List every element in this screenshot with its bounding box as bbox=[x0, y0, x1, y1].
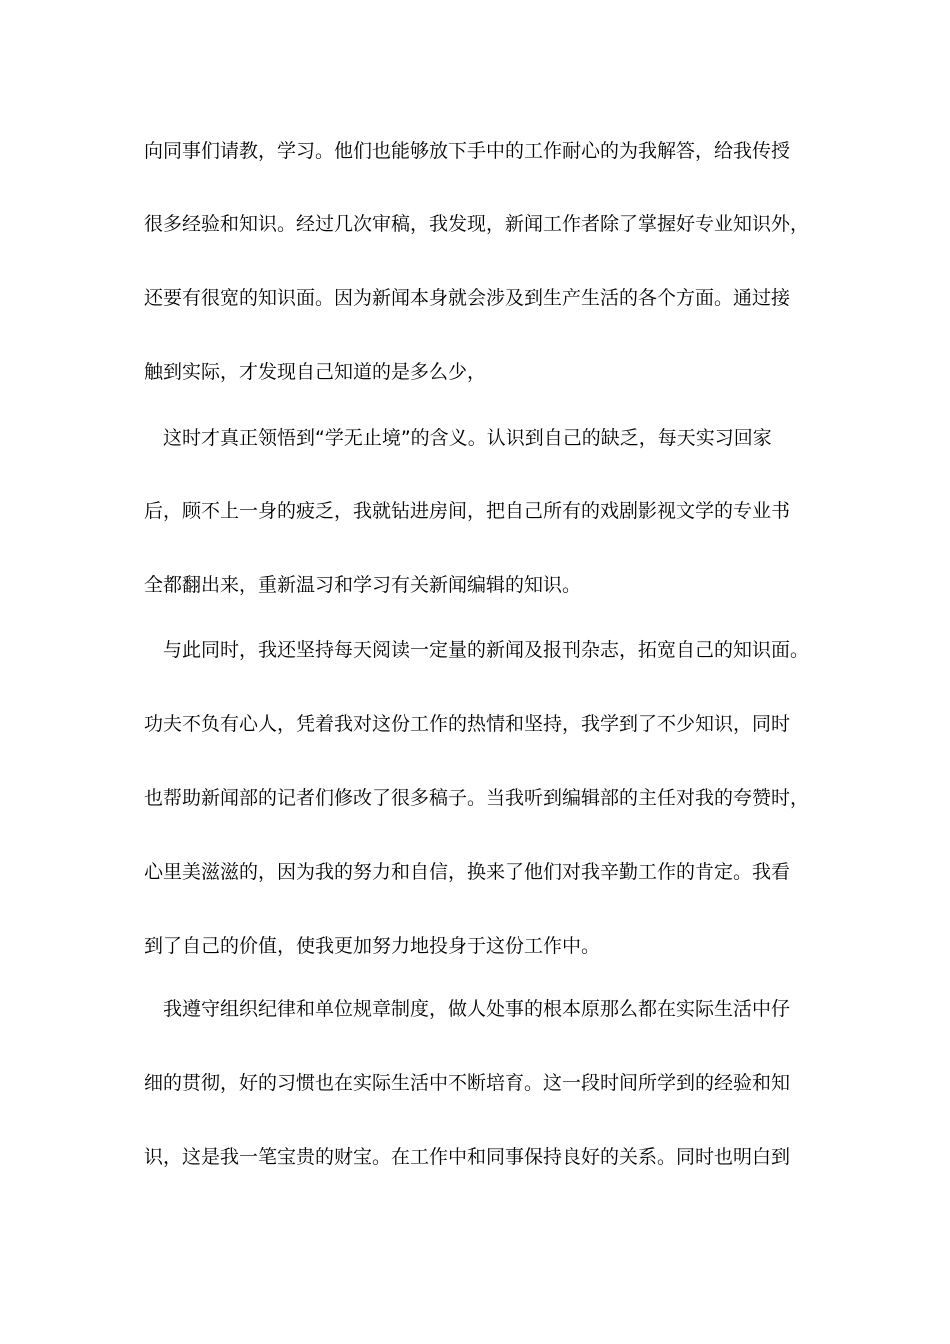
text-line: 心里美滋滋的，因为我的努力和自信，换来了他们对我辛勤工作的肯定。我看 bbox=[144, 861, 791, 883]
text-line: 向同事们请教，学习。他们也能够放下手中的工作耐心的为我解答，给我传授 bbox=[144, 140, 791, 162]
text-line: 识，这是我一笔宝贵的财宝。在工作中和同事保持良好的关系。同时也明白到 bbox=[144, 1146, 791, 1168]
text-line: 到了自己的价值，使我更加努力地投身于这份工作中。 bbox=[144, 935, 601, 957]
text-line: 细的贯彻，好的习惯也在实际生活中不断培育。这一段时间所学到的经验和知 bbox=[144, 1072, 791, 1094]
text-line: 触到实际，才发现自己知道的是多么少， bbox=[144, 361, 487, 383]
text-line: 很多经验和知识。经过几次审稿，我发现，新闻工作者除了掌握好专业知识外， bbox=[144, 213, 810, 235]
text-line: 也帮助新闻部的记者们修改了很多稿子。当我听到编辑部的主任对我的夸赞时， bbox=[144, 787, 810, 809]
text-line: 这时才真正领悟到“学无止境”的含义。认识到自己的缺乏，每天实习回家 bbox=[144, 427, 772, 449]
text-line: 功夫不负有心人，凭着我对这份工作的热情和坚持，我学到了不少知识，同时 bbox=[144, 713, 791, 735]
text-line: 我遵守组织纪律和单位规章制度，做人处事的根本原那么都在实际生活中仔 bbox=[144, 998, 791, 1020]
text-line: 后，顾不上一身的疲乏，我就钻进房间，把自己所有的戏剧影视文学的专业书 bbox=[144, 500, 791, 522]
text-line: 全都翻出来，重新温习和学习有关新闻编辑的知识。 bbox=[144, 574, 582, 596]
text-line: 与此同时，我还坚持每天阅读一定量的新闻及报刊杂志，拓宽自己的知识面。 bbox=[144, 639, 810, 661]
text-line: 还要有很宽的知识面。因为新闻本身就会涉及到生产生活的各个方面。通过接 bbox=[144, 287, 791, 309]
